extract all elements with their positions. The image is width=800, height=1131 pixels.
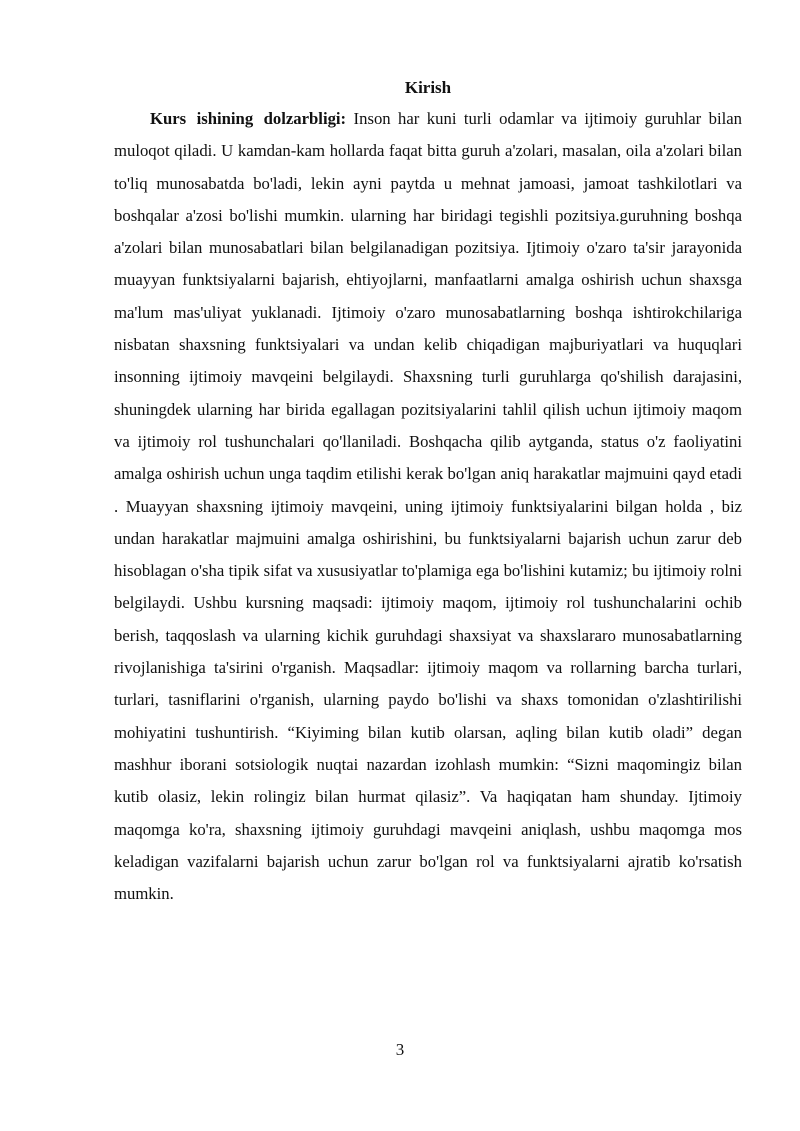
body-paragraph — [114, 103, 742, 910]
document-page — [114, 72, 742, 910]
paragraph-text: Inson har kuni turli odamlar va ijtimoiy guruhlar bilan muloqot qiladi. U kamdan-kam hollarda faqat bitta guruh a'zolari, masalan, oila a'zolari bilan to'liq munosabatda bo'ladi, lekin ayni paytda u mehnat jamoasi, jamoat tashkilotlari va boshqalar a'zosi bo'lishi mumkin. ularning har biridagi tegishli pozitsiya.guruhning boshqa a'zolari bilan munosabatlari bilan belgilanadigan pozitsiya. Ijtimoiy o'zaro ta'sir jarayonida muayyan funktsiyalarni bajarish, ehtiyojlarni, manfaatlarni amalga oshirish uchun shaxsga ma'lum mas'uliyat yuklanadi. Ijtimoiy o'zaro munosabatlarning boshqa ishtirokchilariga nisbatan shaxsning funktsiyalari va undan kelib chiqadigan majburiyatlari va huquqlari insonning ijtimoiy mavqeini belgilaydi. Shaxsning turli guruhlarga qo'shilish darajasini, shuningdek ularning har birida egallagan pozitsiyalarini tahlil qilish uchun ijtimoiy maqom va ijtimoiy rol tushunchalari qo'llaniladi. Boshqacha qilib aytganda, status o'z faoliyatini amalga oshirish uchun unga taqdim etilishi kerak bo'lgan aniq harakatlar majmuini qayd etadi . Muayyan shaxsning ijtimoiy mavqeini, uning ijtimoiy funktsiyalarini bilgan holda , biz undan harakatlar majmuini amalga oshirishini, bu funktsiyalarni bajarish uchun zarur deb hisoblagan o'sha tipik sifat va xususiyatlar to'plamiga ega bo'lishini kutamiz; bu ijtimoiy rolni belgilaydi. Ushbu kursning maqsadi: ijtimoiy maqom, ijtimoiy rol tushunchalarini ochib berish, taqqoslash va ularning kichik guruhdagi shaxsiyat va shaxslararo munosabatlarning rivojlanishiga ta'sirini o'rganish. Maqsadlar: ijtimoiy maqom va rollarning barcha turlari, turlari, tasniflarini o'rganish, ularning paydo bo'lishi va shaxs tomonidan o'zlashtirilishi mohiyatini tushuntirish. “Kiyiming bilan kutib olarsan, aqling bilan kutib oladi” degan mashhur iborani sotsiologik nuqtai nazardan izohlash mumkin: “Sizni maqomingiz bilan kutib olasiz, lekin rolingiz bilan hurmat qilasiz”. Va haqiqatan ham shunday. Ijtimoiy maqomga ko'ra, shaxsning ijtimoiy guruhdagi mavqeini aniqlash, ushbu maqomga mos keladigan vazifalarni bajarish uchun zarur bo'lgan rol va funktsiyalarni ajratib ko'rsatish mumkin. — [114, 109, 743, 904]
relevance-label: Kurs ishining dolzarbligi: — [150, 109, 347, 128]
page-number: 3 — [395, 1040, 405, 1059]
section-title: Kirish — [404, 78, 452, 97]
